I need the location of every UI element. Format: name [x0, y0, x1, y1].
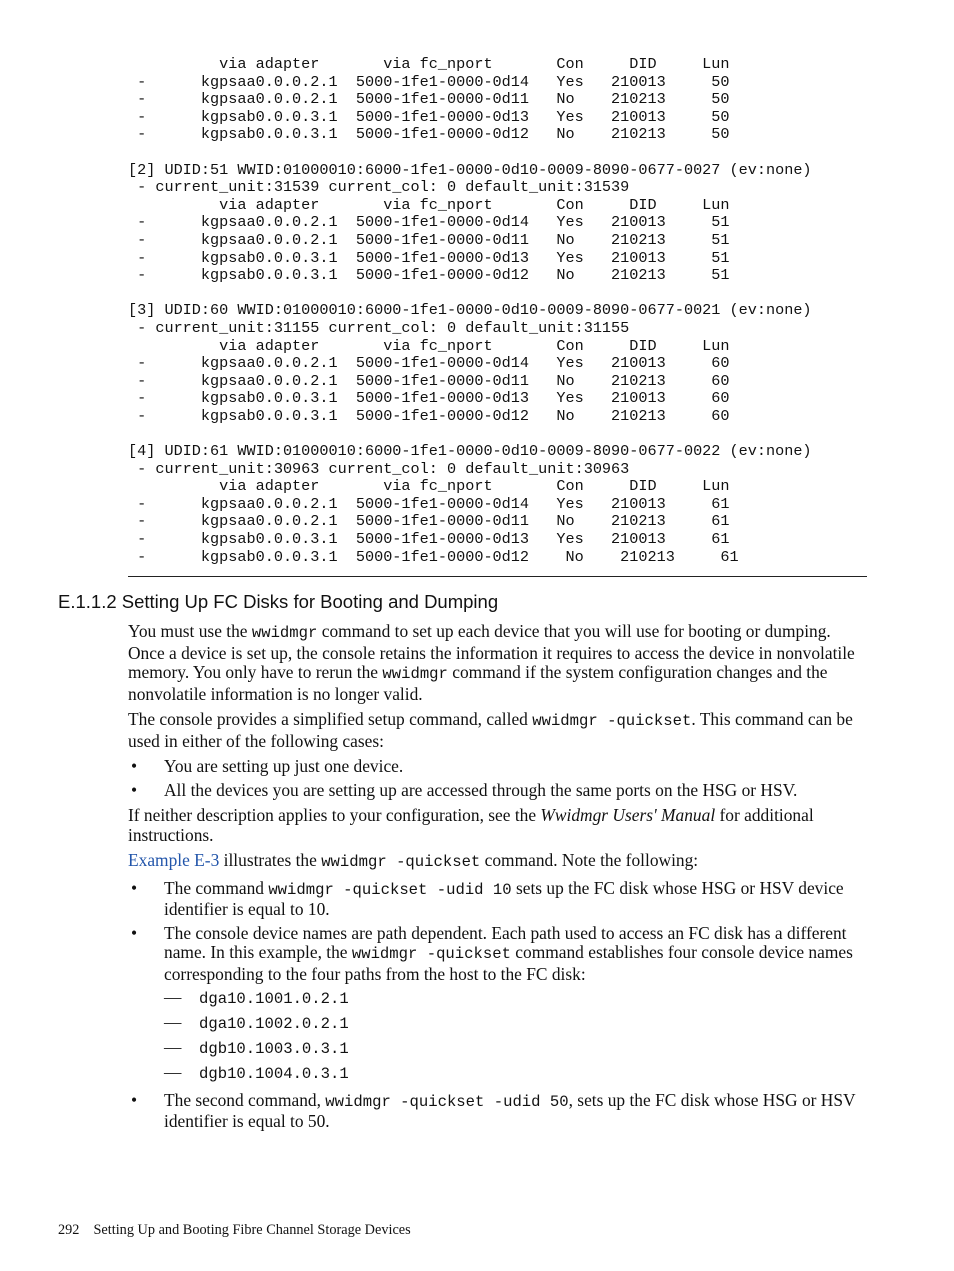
device-name: dga10.1001.0.2.1	[199, 990, 349, 1008]
list-item-text: You are setting up just one device.	[164, 756, 404, 776]
code-line: [4] UDID:61 WWID:01000010:6000-1fe1-0000-0d10-0009-8090-0677-0022 (ev:none)	[128, 442, 812, 461]
text-run: . This command can be used in either of the following cases:	[128, 709, 853, 751]
text-run: The second command,	[164, 1089, 326, 1110]
console-output-code-block	[128, 56, 867, 566]
list-item	[128, 924, 868, 1085]
dash-icon: —	[164, 1062, 182, 1082]
code-line: via adapter via fc_nport Con DID Lun	[128, 336, 730, 355]
code-line: - kgpsab0.0.0.3.1 5000-1fe1-0000-0d12 No 210213 61	[128, 547, 739, 566]
code-line: - kgpsab0.0.0.3.1 5000-1fe1-0000-0d13 Yes 210013 50	[128, 107, 730, 126]
manual-title: Wwidmgr Users' Manual	[540, 805, 716, 825]
code-line: - kgpsaa0.0.0.2.1 5000-1fe1-0000-0d11 No 210213 61	[128, 512, 730, 531]
paragraph-wwidmgr-intro	[128, 622, 868, 704]
list-item	[128, 781, 868, 801]
paragraph-example-intro	[128, 851, 868, 873]
code-line: - kgpsab0.0.0.3.1 5000-1fe1-0000-0d12 No 210213 51	[128, 266, 730, 285]
page-footer	[58, 1222, 411, 1239]
code-line: - kgpsab0.0.0.3.1 5000-1fe1-0000-0d13 Yes 210013 51	[128, 248, 730, 267]
text-run: command to set up each device that you will use for booting or dumping. Once a device is set up, the console retains the information it requires to access the device in nonvolatile memory. You only have to rerun the	[128, 621, 855, 682]
device-name-item	[164, 1013, 868, 1035]
list-item	[128, 757, 868, 777]
dash-icon: —	[164, 987, 182, 1007]
code-line: [3] UDID:60 WWID:01000010:6000-1fe1-0000-0d10-0009-8090-0677-0021 (ev:none)	[128, 301, 812, 320]
device-name-item	[164, 988, 868, 1010]
code-line: - kgpsaa0.0.0.2.1 5000-1fe1-0000-0d14 Yes 210013 50	[128, 72, 730, 91]
bullet-icon: •	[131, 877, 138, 898]
bullet-icon: •	[131, 779, 138, 800]
code-line: - kgpsab0.0.0.3.1 5000-1fe1-0000-0d13 Yes 210013 60	[128, 389, 730, 408]
inline-code: wwidmgr -quickset -udid 10	[268, 880, 512, 899]
inline-code: wwidmgr -quickset	[532, 712, 692, 730]
example-e3-link[interactable]: Example E-3	[128, 850, 220, 870]
dash-icon: —	[164, 1037, 182, 1057]
code-line: via adapter via fc_nport Con DID Lun	[128, 477, 730, 496]
device-names-list	[164, 988, 868, 1085]
device-name: dgb10.1003.0.3.1	[199, 1040, 349, 1058]
page-number: 292	[58, 1222, 80, 1238]
code-line: - kgpsaa0.0.0.2.1 5000-1fe1-0000-0d11 No 210213 60	[128, 371, 730, 390]
device-name: dgb10.1004.0.3.1	[199, 1065, 349, 1083]
text-run: command. Note the following:	[480, 850, 699, 870]
code-line: - current_unit:31539 current_col: 0 default_unit:31539	[128, 178, 630, 197]
text-run: command establishes four console device names corresponding to the four paths from the host to the FC disk:	[164, 942, 853, 984]
text-run: , sets up the FC disk whose HSG or HSV identifier is equal to 50.	[164, 1089, 856, 1131]
text-run: You must use the	[128, 621, 252, 641]
code-line: - current_unit:30963 current_col: 0 default_unit:30963	[128, 459, 630, 478]
bullet-icon: •	[131, 922, 138, 943]
list-item	[128, 1091, 868, 1132]
chapter-title: Setting Up and Booting Fibre Channel Storage Devices	[93, 1222, 411, 1238]
device-name-item	[164, 1038, 868, 1060]
code-line: via adapter via fc_nport Con DID Lun	[128, 55, 730, 73]
code-line: via adapter via fc_nport Con DID Lun	[128, 195, 730, 214]
inline-code: wwidmgr -quickset	[351, 945, 511, 963]
code-block-rule	[128, 576, 867, 577]
section-body	[128, 622, 868, 1138]
text-run: command if the system configuration changes and the nonvolatile information is no longer valid.	[128, 662, 828, 704]
code-line: - kgpsaa0.0.0.2.1 5000-1fe1-0000-0d14 Yes 210013 60	[128, 354, 730, 373]
text-run: The console provides a simplified setup command, called	[128, 709, 533, 729]
code-line: [2] UDID:51 WWID:01000010:6000-1fe1-0000-0d10-0009-8090-0677-0027 (ev:none)	[128, 160, 812, 179]
inline-code: wwidmgr	[251, 624, 318, 642]
cases-list	[128, 757, 868, 800]
code-line: - kgpsaa0.0.0.2.1 5000-1fe1-0000-0d11 No 210213 50	[128, 90, 730, 109]
section-heading: E.1.1.2 Setting Up FC Disks for Booting and Dumping	[58, 591, 499, 612]
device-name-item	[164, 1063, 868, 1085]
text-run: sets up the FC disk whose HSG or HSV device identifier is equal to 10.	[164, 877, 844, 919]
text-run: If neither description applies to your configuration, see the	[128, 805, 541, 825]
dash-icon: —	[164, 1012, 182, 1032]
text-run: illustrates the	[219, 850, 322, 870]
inline-code: wwidmgr	[382, 665, 448, 683]
inline-code: wwidmgr -quickset -udid 50	[325, 1092, 569, 1111]
code-line: - kgpsaa0.0.0.2.1 5000-1fe1-0000-0d11 No 210213 51	[128, 230, 730, 249]
list-item-text: All the devices you are setting up are accessed through the same ports on the HSG or HSV.	[164, 779, 798, 800]
code-line: - kgpsaa0.0.0.2.1 5000-1fe1-0000-0d14 Yes 210013 61	[128, 494, 730, 513]
bullet-icon: •	[131, 1089, 138, 1110]
text-run: The console device names are path dependent. Each path used to access an FC disk has a different name. In this example, the	[164, 922, 847, 962]
code-line: - current_unit:31155 current_col: 0 default_unit:31155	[128, 318, 630, 337]
inline-code: wwidmgr -quickset	[321, 853, 481, 871]
bullet-icon: •	[131, 756, 138, 776]
paragraph-quickset-intro	[128, 710, 868, 751]
code-line: - kgpsab0.0.0.3.1 5000-1fe1-0000-0d12 No 210213 60	[128, 406, 730, 425]
device-name: dga10.1002.0.2.1	[199, 1015, 349, 1033]
code-line: - kgpsab0.0.0.3.1 5000-1fe1-0000-0d13 Yes 210013 61	[128, 530, 730, 549]
list-item	[128, 879, 868, 920]
paragraph-manual-reference	[128, 806, 868, 845]
text-run: for additional instructions.	[128, 805, 814, 845]
code-line: - kgpsaa0.0.0.2.1 5000-1fe1-0000-0d14 Yes 210013 51	[128, 213, 730, 232]
code-line: - kgpsab0.0.0.3.1 5000-1fe1-0000-0d12 No 210213 50	[128, 125, 730, 144]
text-run: The command	[164, 877, 269, 898]
notes-list	[128, 879, 868, 1132]
